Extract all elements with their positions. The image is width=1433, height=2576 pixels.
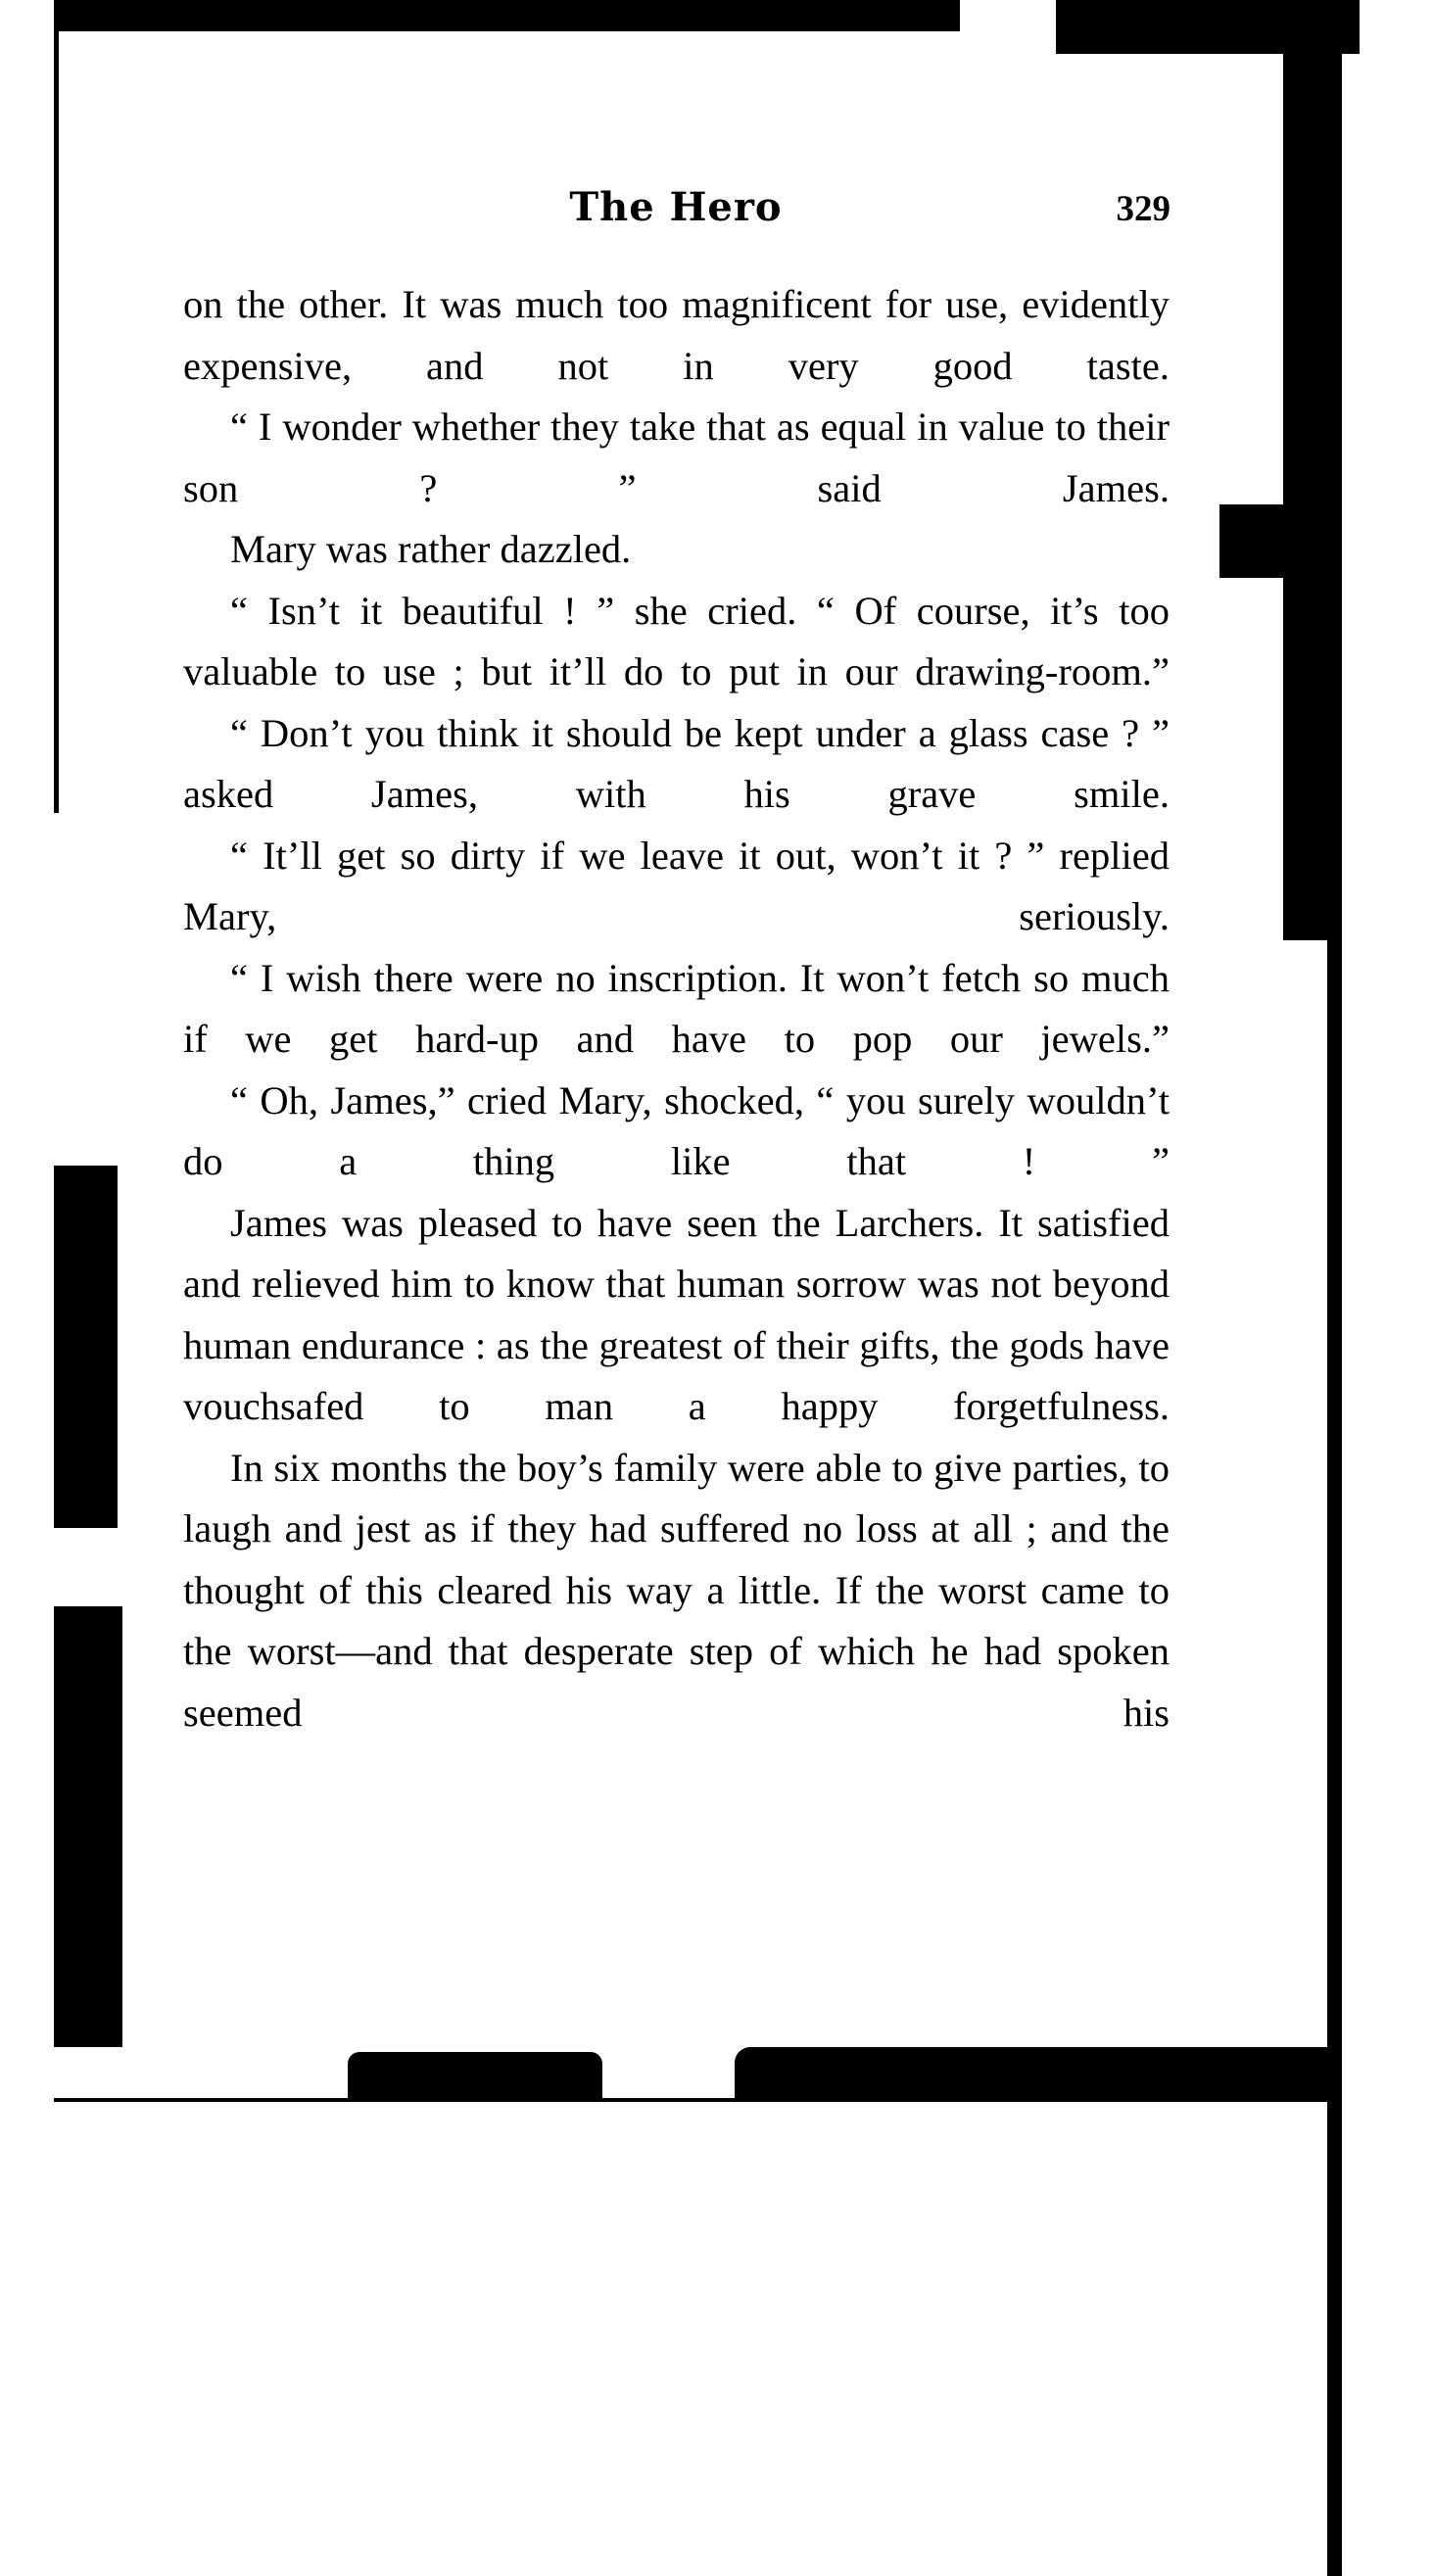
paragraph-3: Mary was rather dazzled. [230,527,632,571]
paragraph-2: “ I wonder whether they take that as equal in value to their son ? ” said James. [183,405,1170,510]
paragraph-7: “ I wish there were no inscription. It won’t fetch so much if we get hard-up and have to pop our jewels.” [183,955,1170,1061]
paragraph-9: James was pleased to have seen the Larchers. It satisfied and relieved him to know that human sorrow was not beyond human endurance : as the greatest of their gifts, the gods have vouchsafed to man a happy forgetfulness. [183,1200,1170,1428]
left-edge-bar-upper [54,1166,118,1528]
page-number: 329 [1116,189,1170,229]
page-header [181,184,1170,253]
right-edge-bar-lower [1327,921,1342,2576]
bottom-blot-left [348,2052,602,2101]
paragraph-4: “ Isn’t it beautiful ! ” she cried. “ Of course, it’s too valuable to use ; but it’ll do to put in our drawing-room.” [183,588,1170,693]
paragraph-1: on the other. It was much too magnificent for use, evidently expensive, and not in very good taste. [183,282,1170,388]
left-margin-line [54,0,59,813]
paragraph-6: “ It’ll get so dirty if we leave it out, won’t it ? ” replied Mary, seriously. [183,833,1170,938]
left-edge-bar-lower [54,1606,122,2047]
paragraph-8: “ Oh, James,” cried Mary, shocked, “ you surely wouldn’t do a thing like that ! ” [183,1077,1170,1183]
top-border-bar [54,0,960,31]
right-margin-blot [1219,504,1288,578]
paragraph-10: In six months the boy’s family were able to give parties, to laugh and jest as if they had suffered no loss at all ; and the thought of this cleared his way a little. If the worst came to the worst—and that desperate step of which he had spoken seemed his [183,1445,1170,1735]
body-text [183,274,1170,1743]
bottom-border-line [54,2098,1342,2102]
paragraph-5: “ Don’t you think it should be kept under a glass case ? ” asked James, with his grave smile. [183,710,1170,816]
running-title: The Hero [569,184,783,230]
bottom-blot-right [735,2047,1342,2101]
right-edge-bar [1283,0,1342,940]
